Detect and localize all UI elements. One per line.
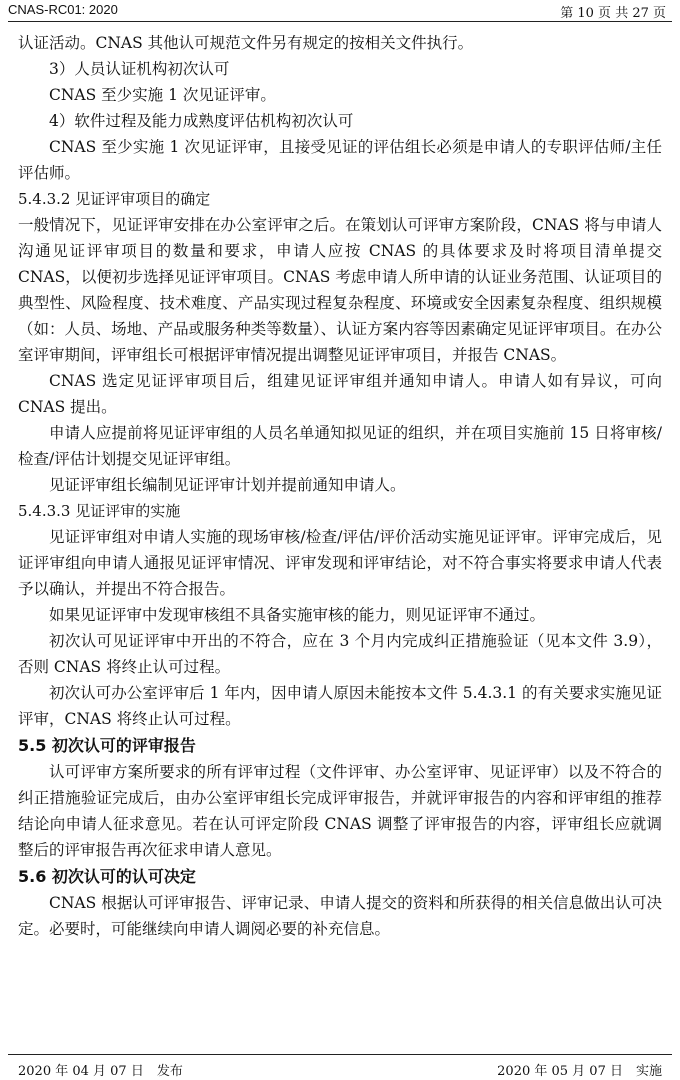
paragraph: 一般情况下，见证评审安排在办公室评审之后。在策划认可评审方案阶段，CNAS 将与申请人沟通见证评审项目的数量和要求，申请人应按 CNAS 的具体要求及时将项目清单提交 CNAS，以便初步选择见证评审项目。CNAS 考虑申请人所申请的认证业务范围、认证项目的典型性、风险程度、技术难度、产品实现过程复杂程度、环境或安全因素复杂程度、组织规模（如：人员、场地、产品或服务种类等数量）、认证方案内容等因素确定见证评审项目。在办公室评审期间，评审组长可根据评审情况提出调整见证评审项目，并报告 CNAS。 xyxy=(18,216,662,364)
issue-date: 2020 年 04 月 07 日 发布 xyxy=(18,1064,183,1079)
paragraph: CNAS 至少实施 1 次见证评审。 xyxy=(49,86,276,104)
paragraph: 初次认可见证评审中开出的不符合，应在 3 个月内完成纠正措施验证（见本文件 3.9），否则 CNAS 将终止认可过程。 xyxy=(18,632,662,676)
paragraph: CNAS 至少实施 1 次见证评审，且接受见证的评估组长必须是申请人的专职评估师/主任评估师。 xyxy=(18,138,662,182)
list-item-3: 3）人员认证机构初次认可 xyxy=(49,60,230,78)
paragraph: 初次认可办公室评审后 1 年内，因申请人原因未能按本文件 5.4.3.1 的有关要求实施见证评审，CNAS 将终止认可过程。 xyxy=(18,684,662,728)
paragraph: 如果见证评审中发现审核组不具备实施审核的能力，则见证评审不通过。 xyxy=(49,606,546,624)
section-heading-5-4-3-2: 5.4.3.2 见证评审项目的确定 xyxy=(18,190,211,208)
paragraph-intro: 认证活动。CNAS 其他认可规范文件另有规定的按相关文件执行。 xyxy=(18,34,474,52)
paragraph: 申请人应提前将见证评审组的人员名单通知拟见证的组织，并在项目实施前 15 日将审核/检查/评估计划提交见证评审组。 xyxy=(18,424,662,468)
page-footer xyxy=(0,1052,680,1080)
section-heading-5-4-3-3: 5.4.3.3 见证评审的实施 xyxy=(18,502,181,520)
page-header xyxy=(0,0,680,24)
paragraph: 认可评审方案所要求的所有评审过程（文件评审、办公室评审、见证评审）以及不符合的纠正措施验证完成后，由办公室评审组长完成评审报告，并就评审报告的内容和评审组的推荐结论向申请人征求意见。若在认可评定阶段 CNAS 调整了评审报告的内容，评审组长应就调整后的评审报告再次征求申请人意见。 xyxy=(18,763,662,859)
paragraph: 见证评审组长编制见证评审计划并提前通知申请人。 xyxy=(49,476,406,494)
section-heading-5-6: 5.6 初次认可的认可决定 xyxy=(18,867,196,886)
header-rule xyxy=(8,21,672,22)
effective-date: 2020 年 05 月 07 日 实施 xyxy=(497,1064,662,1079)
paragraph: CNAS 选定见证评审项目后，组建见证评审组并通知申请人。申请人如有异议，可向 CNAS 提出。 xyxy=(18,372,662,416)
section-heading-5-5: 5.5 初次认可的评审报告 xyxy=(18,736,196,755)
page-number: 第 10 页 共 27 页 xyxy=(560,6,666,21)
document-body xyxy=(18,30,662,942)
footer-rule xyxy=(8,1054,672,1055)
document-code: CNAS-RC01: 2020 xyxy=(8,2,118,17)
paragraph: CNAS 根据认可评审报告、评审记录、申请人提交的资料和所获得的相关信息做出认可决定。必要时，可能继续向申请人调阅必要的补充信息。 xyxy=(18,894,662,938)
list-item-4: 4）软件过程及能力成熟度评估机构初次认可 xyxy=(49,112,354,130)
paragraph: 见证评审组对申请人实施的现场审核/检查/评估/评价活动实施见证评审。评审完成后，见证评审组向申请人通报见证评审情况、评审发现和评审结论，对不符合事实将要求申请人代表予以确认，并提出不符合报告。 xyxy=(18,528,662,598)
